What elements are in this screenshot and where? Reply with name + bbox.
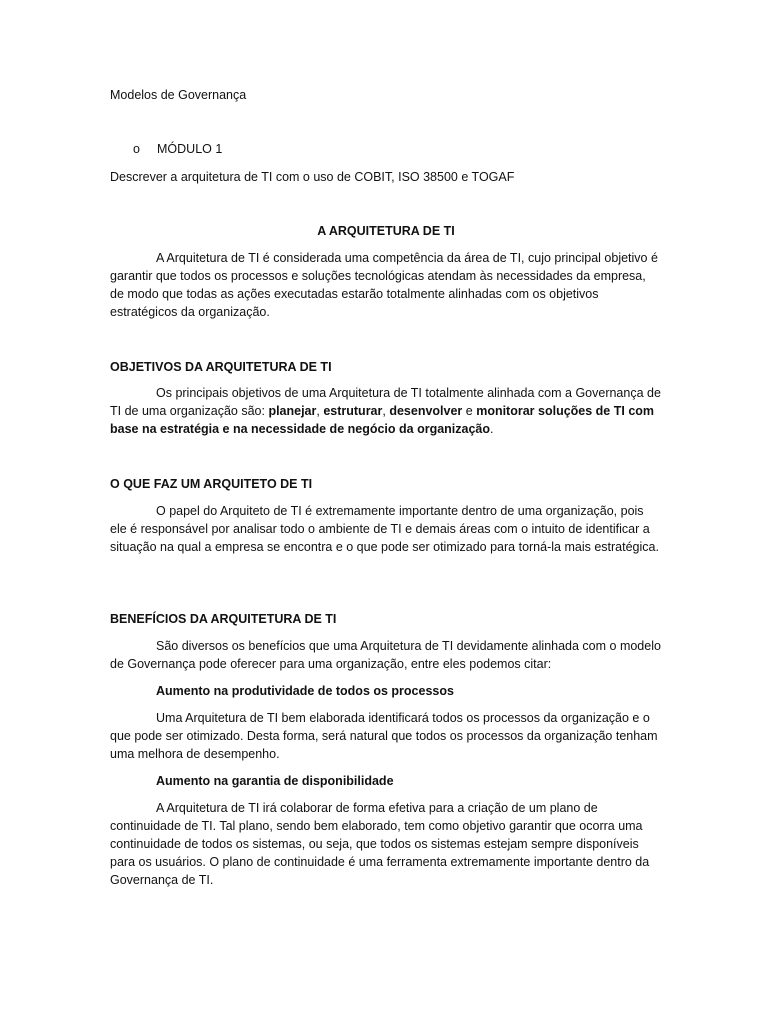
section-heading-beneficios: BENEFÍCIOS DA ARQUITETURA DE TI — [110, 612, 337, 626]
paragraph-arquitetura: A Arquitetura de TI é considerada uma competência da área de TI, cujo principal objetivo é garantir que todos os processos e soluções tecnológicas atendam às necessidades da empresa, de modo que todas as ações executadas estarão totalmente alinhadas com os objetivos estratégicos da organização. — [110, 251, 658, 319]
separator-2: , — [382, 404, 390, 418]
benefit-title-disponibilidade: Aumento na garantia de disponibilidade — [156, 774, 394, 788]
paragraph-end: . — [490, 422, 494, 436]
paragraph-disponibilidade: A Arquitetura de TI irá colaborar de forma efetiva para a criação de um plano de continuidade de TI. Tal plano, sendo bem elaborado, tem como objetivo garantir que ocorra uma continuidade de todos os sistemas, ou seja, que todos os sistemas estejam sempre disponíveis para os usuários. O plano de continuidade é uma ferramenta extremamente importante dentro da Governança de TI. — [110, 801, 650, 887]
objetivo-estruturar: estruturar — [323, 404, 383, 418]
paragraph-produtividade: Uma Arquitetura de TI bem elaborada identificará todos os processos da organização e o que pode ser otimizado. Desta forma, será natural que todos os processos da organização tenham uma melhora de desempenho. — [110, 711, 658, 761]
document-title: Modelos de Governança — [110, 88, 247, 102]
section-heading-arquitetura: A ARQUITETURA DE TI — [317, 224, 455, 238]
bullet-marker: o — [133, 142, 140, 156]
objetivo-monitorar: monitorar soluções de TI com base na estratégia e na necessidade de negócio da organização — [110, 404, 655, 436]
section-heading-arquiteto: O QUE FAZ UM ARQUITETO DE TI — [110, 477, 313, 491]
module-label: MÓDULO 1 — [157, 142, 223, 156]
benefit-title-produtividade: Aumento na produtividade de todos os processos — [156, 684, 454, 698]
paragraph-objetivos — [110, 384, 662, 438]
separator-3: e — [462, 404, 477, 418]
paragraph-arquiteto: O papel do Arquiteto de TI é extremamente importante dentro de uma organização, pois ele é responsável por analisar todo o ambiente de TI e demais áreas com o intuito de identificar a situação na qual a empresa se encontra e o que pode ser otimizado para torná-la mais estratégica. — [110, 504, 659, 554]
separator-1: , — [316, 404, 324, 418]
module-description: Descrever a arquitetura de TI com o uso de COBIT, ISO 38500 e TOGAF — [110, 170, 515, 184]
module-bullet-item — [133, 140, 685, 158]
objetivo-planejar: planejar — [268, 404, 317, 418]
section-heading-objetivos: OBJETIVOS DA ARQUITETURA DE TI — [110, 360, 332, 374]
objetivo-desenvolver: desenvolver — [389, 404, 463, 418]
objetivos-intro-text: Os principais objetivos de uma Arquitetura de TI totalmente alinhada com a Governança de TI de uma organização são: — [110, 386, 661, 418]
paragraph-beneficios-intro: São diversos os benefícios que uma Arquitetura de TI devidamente alinhada com o modelo de Governança pode oferecer para uma organização, entre eles podemos citar: — [110, 639, 661, 671]
